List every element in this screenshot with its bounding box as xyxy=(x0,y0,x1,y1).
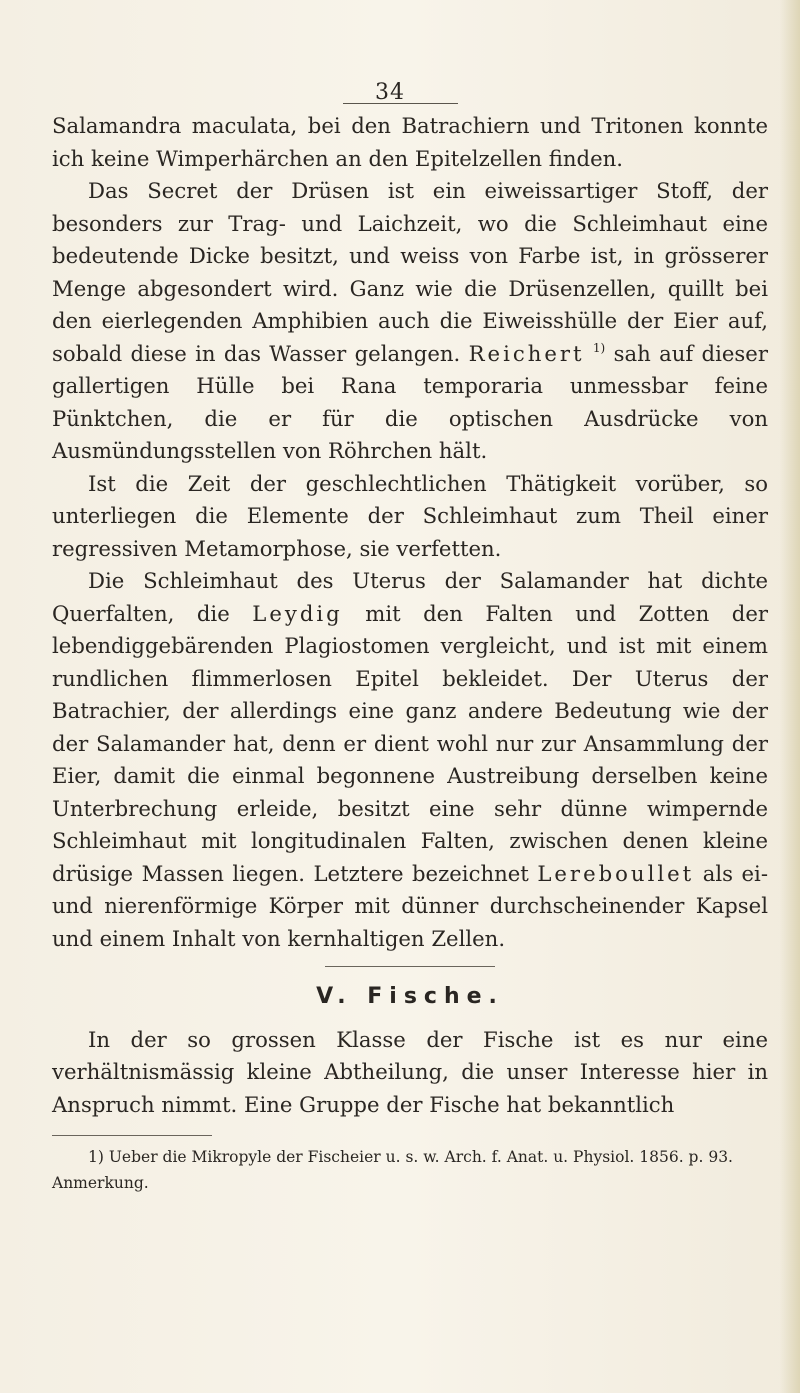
footnote xyxy=(52,1144,768,1196)
header-rule xyxy=(343,103,458,104)
footnote-text: Ueber die Mikropyle der Fischeier u. s. w. Arch. f. Anat. u. Physiol. 1856. p. 93. Anmerkung. xyxy=(52,1148,733,1192)
paragraph-5: In der so grossen Klasse der Fische ist es nur eine verhältnismässig kleine Abtheilung, die unser Interesse hier in Anspruch nimmt. Eine Gruppe der Fische hat bekanntlich xyxy=(52,1026,768,1117)
body-text xyxy=(52,110,768,1196)
footnote-rule xyxy=(52,1135,212,1136)
paragraph-3: Ist die Zeit der geschlechtlichen Thätigkeit vorüber, so unterliegen die Elemente der Schleimhaut zum Theil einer regressiven Metamorphose, sie verfetten. xyxy=(52,470,768,561)
paragraph-4-end: als ei- und nierenförmige Körper mit dünner durchscheinender Kapsel und einem Inhalt von kernhaltigen Zellen. xyxy=(52,860,768,951)
section-heading: V. Fische. xyxy=(316,984,504,1009)
author-leydig: Leydig xyxy=(252,600,343,626)
paragraph-2 xyxy=(52,175,768,468)
author-lereboullet: Lereboullet xyxy=(537,860,695,886)
page-edge-shadow xyxy=(780,0,800,1393)
paragraph-1: Salamandra maculata, bei den Batrachiern und Tritonen konnte ich keine Wimperhärchen an den Epitelzellen finden. xyxy=(52,113,768,171)
author-reichert: Reichert xyxy=(468,340,585,366)
paragraph-4-middle: mit den Falten und Zotten der lebendiggebärenden Plagiostomen vergleicht, und ist mit einem rundlichen flimmerlosen Epitel bekleidet. Der Uterus der Batrachier, der allerdings eine ganz andere Bedeutung wie der der Salamander hat, denn er dient wohl nur zur Ansammlung der Eier, damit die einmal begonnene Austreibung derselben keine Unterbrechung erleide, besitzt eine sehr dünne wimpernde Schleimhaut mit longitudinalen Falten, zwischen denen kleine drüsige Massen liegen. Letztere bezeichnet xyxy=(52,600,768,886)
page-number: 34 xyxy=(375,80,405,105)
paragraph-2-text: Das Secret der Drüsen ist ein eiweissartiger Stoff, der besonders zur Trag- und Laichzeit, wo die Schleimhaut eine bedeutende Dicke besitzt, und weiss von Farbe ist, in grösserer Menge abgesondert wird. Ganz wie die Drüsenzellen, quillt bei den eierlegenden Amphibien auch die Eiweisshülle der Eier auf, sobald diese in das Wasser gelangen. xyxy=(52,178,768,366)
footnote-reference: 1) xyxy=(592,340,606,355)
paragraph-4-start: Die Schleimhaut des Uterus der Salamander hat dichte Querfalten, die xyxy=(52,568,768,626)
section-rule xyxy=(325,966,495,967)
paragraph-4 xyxy=(52,565,768,955)
paragraph-2-rest: sah auf dieser gallertigen Hülle bei Rana temporaria unmessbar feine Pünktchen, die er für die optischen Ausdrücke von Ausmündungsstellen von Röhrchen hält. xyxy=(52,340,768,463)
footnote-mark: 1) xyxy=(88,1148,104,1166)
